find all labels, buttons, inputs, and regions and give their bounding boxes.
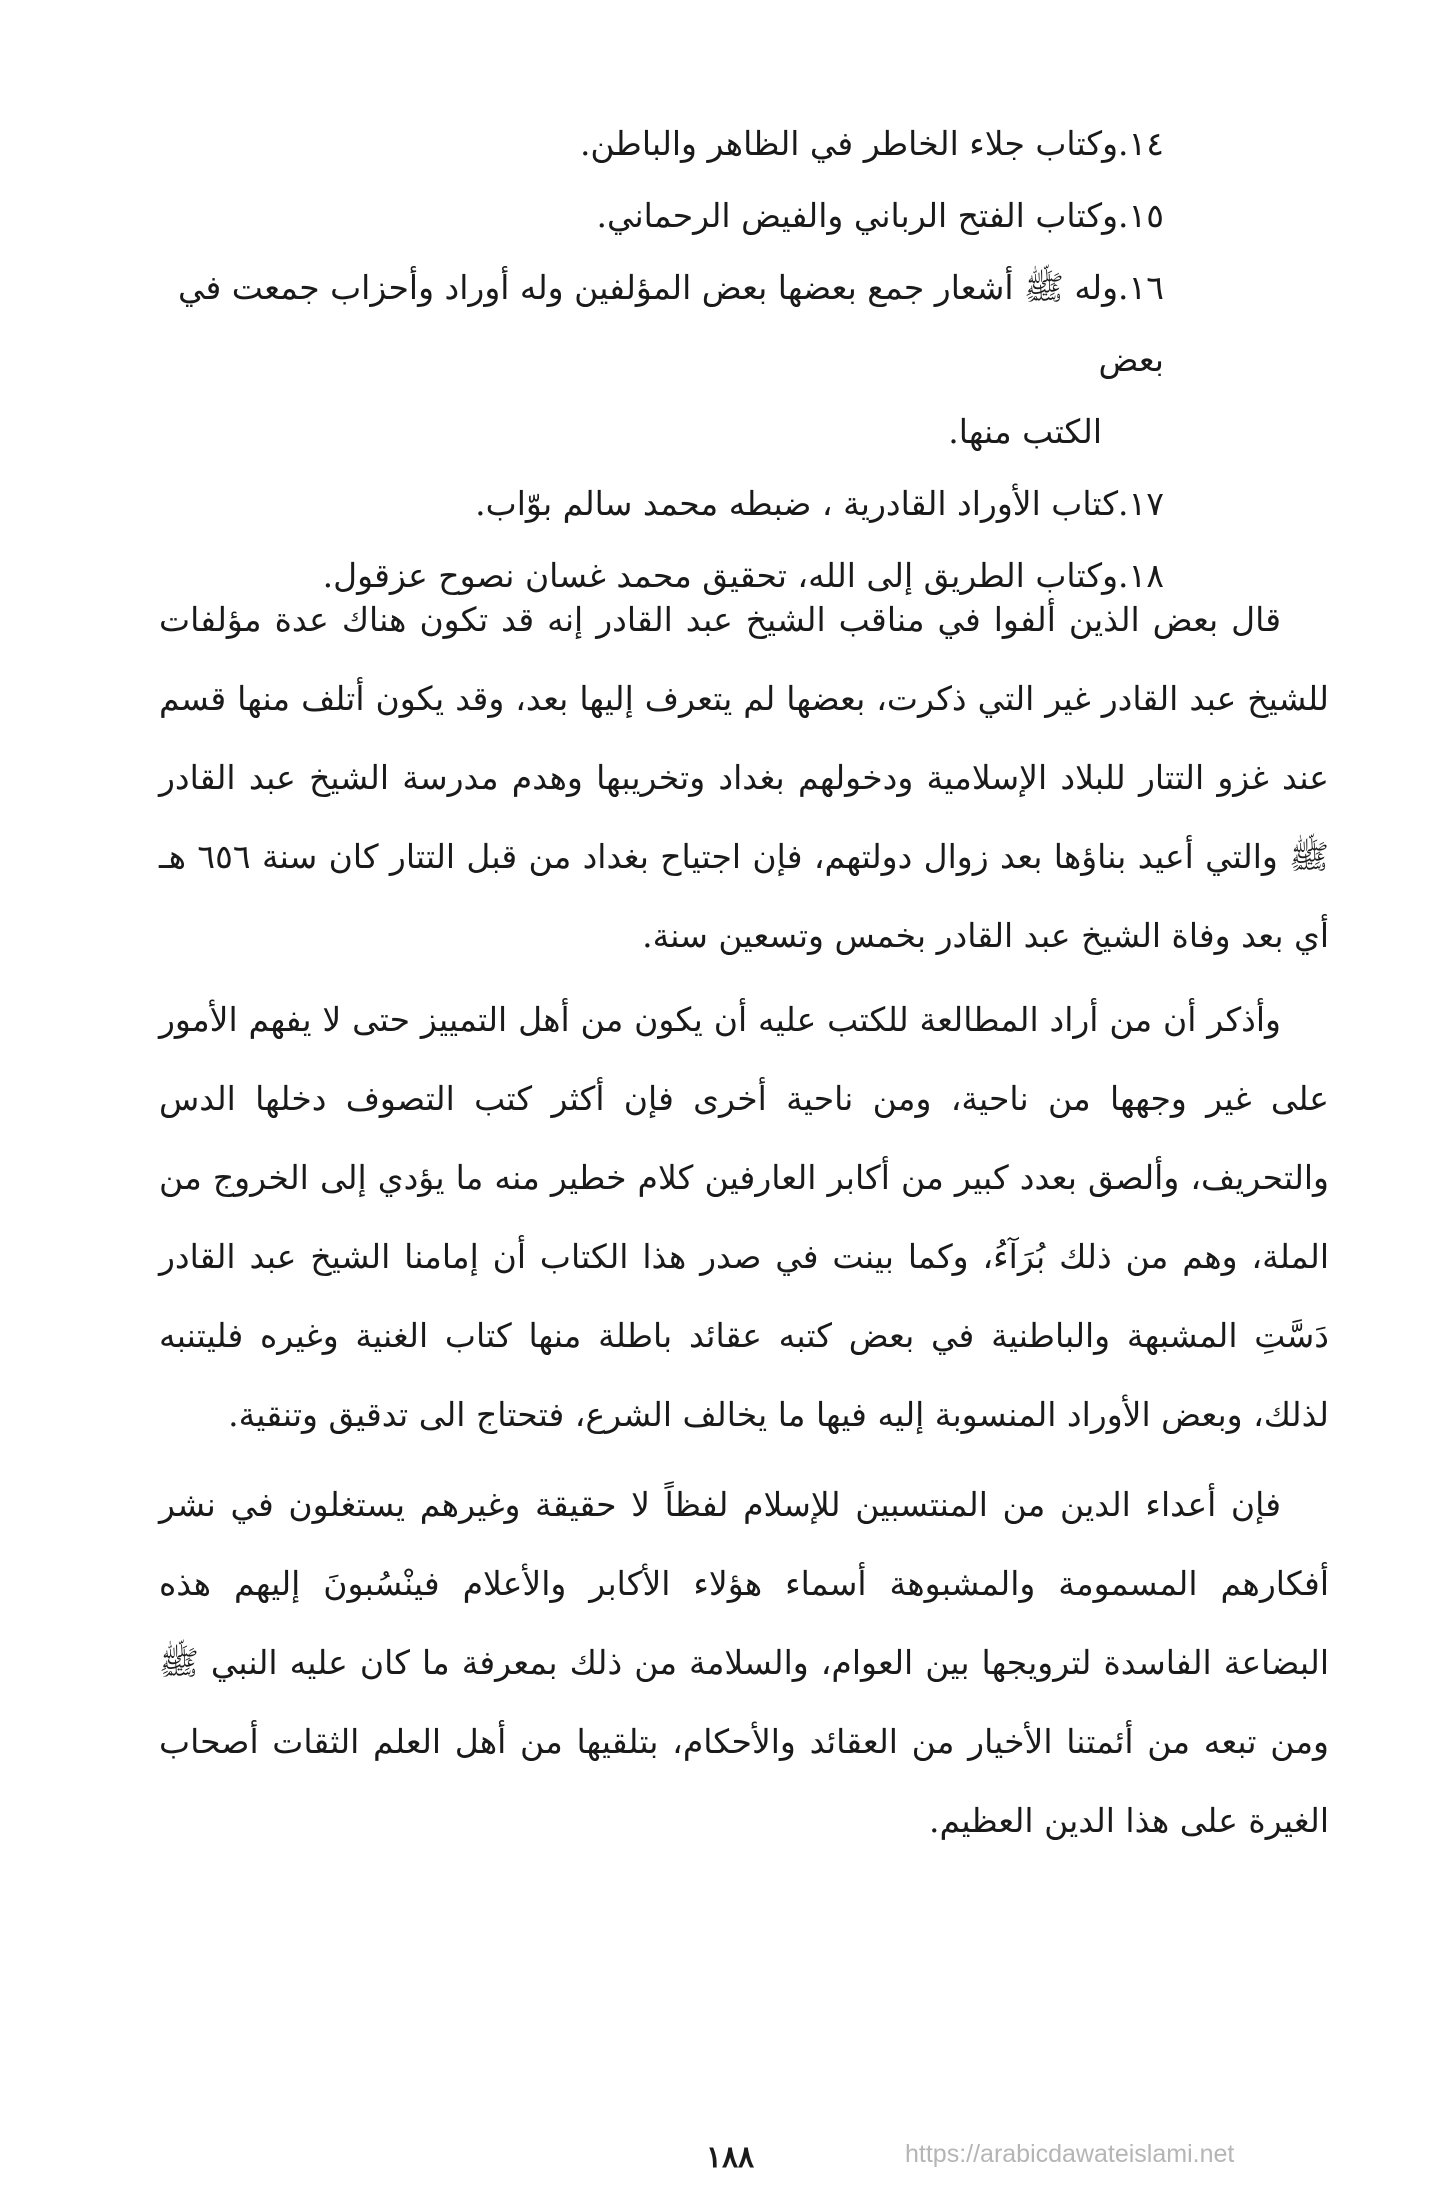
paragraph-reading-warning: وأذكر أن من أراد المطالعة للكتب عليه أن يكون من أهل التمييز حتى لا يفهم الأمور على غير وجهها من ناحية، ومن ناحية أخرى فإن أكثر كتب التصوف دخلها الدس والتحريف، وألصق بعدد كبير من أكابر العارفين كلام خطير منه ما يؤدي إلى الخروج من الملة، وهم من ذلك بُرَآءُ، وكما بينت في صدر هذا الكتاب أن إمامنا الشيخ عبد القادر دَسَّتِ المشبهة والباطنية في بعض كتبه عقائد باطلة منها كتاب الغنية وغيره فليتنبه لذلك، وبعض الأوراد المنسوبة إليه فيها ما يخالف الشرع، فتحتاج الى تدقيق وتنقية.	[159, 1000, 1329, 1434]
paragraph-tatar-invasion: قال بعض الذين ألفوا في مناقب الشيخ عبد القادر إنه قد تكون هناك عدة مؤلفات للشيخ عبد القادر غير التي ذكرت، بعضها لم يتعرف إليها بعد، وقد يكون أتلف منها قسم عند غزو التتار للبلاد الإسلامية ودخولهم بغداد وتخريبها وهدم مدرسة الشيخ عبد القادر ﷺ والتي أعيد بناؤها بعد زوال دولتهم، فإن اجتياح بغداد من قبل التتار كان سنة ٦٥٦ هـ أي بعد وفاة الشيخ عبد القادر بخمس وتسعين سنة.	[159, 600, 1330, 955]
list-item	[122, 180, 1164, 252]
list-item-text: ١٥.وكتاب الفتح الرباني والفيض الرحماني.	[596, 196, 1164, 235]
book-list	[122, 108, 1164, 612]
list-item	[122, 468, 1164, 540]
list-item	[122, 252, 1164, 468]
watermark-url: https://arabicdawateislami.net	[905, 2140, 1235, 2168]
list-item-text: ١٧.كتاب الأوراد القادرية ، ضبطه محمد سالم بوّاب.	[475, 484, 1164, 523]
list-item-continuation: الكتب منها.	[948, 412, 1102, 451]
list-item	[122, 108, 1164, 180]
list-item-text: ١٨.وكتاب الطريق إلى الله، تحقيق محمد غسان نصوح عزقول.	[322, 556, 1164, 595]
paragraph-enemies-of-religion: فإن أعداء الدين من المنتسبين للإسلام لفظاً لا حقيقة وغيرهم يستغلون في نشر أفكارهم المسمومة والمشبوهة أسماء هؤلاء الأكابر والأعلام فينْسُبونَ إليهم هذه البضاعة الفاسدة لترويجها بين العوام، والسلامة من ذلك بمعرفة ما كان عليه النبي ﷺ ومن تبعه من أئمتنا الأخيار من العقائد والأحكام، بتلقيها من أهل العلم الثقات أصحاب الغيرة على هذا الدين العظيم.	[159, 1485, 1329, 1840]
list-item-text: ١٦.وله ﷺ أشعار جمع بعضها بعض المؤلفين وله أوراد وأحزاب جمعت في بعض	[178, 268, 1164, 379]
list-item-text: ١٤.وكتاب جلاء الخاطر في الظاهر والباطن.	[579, 124, 1164, 163]
page-number: ١٨٨	[705, 2140, 755, 2175]
